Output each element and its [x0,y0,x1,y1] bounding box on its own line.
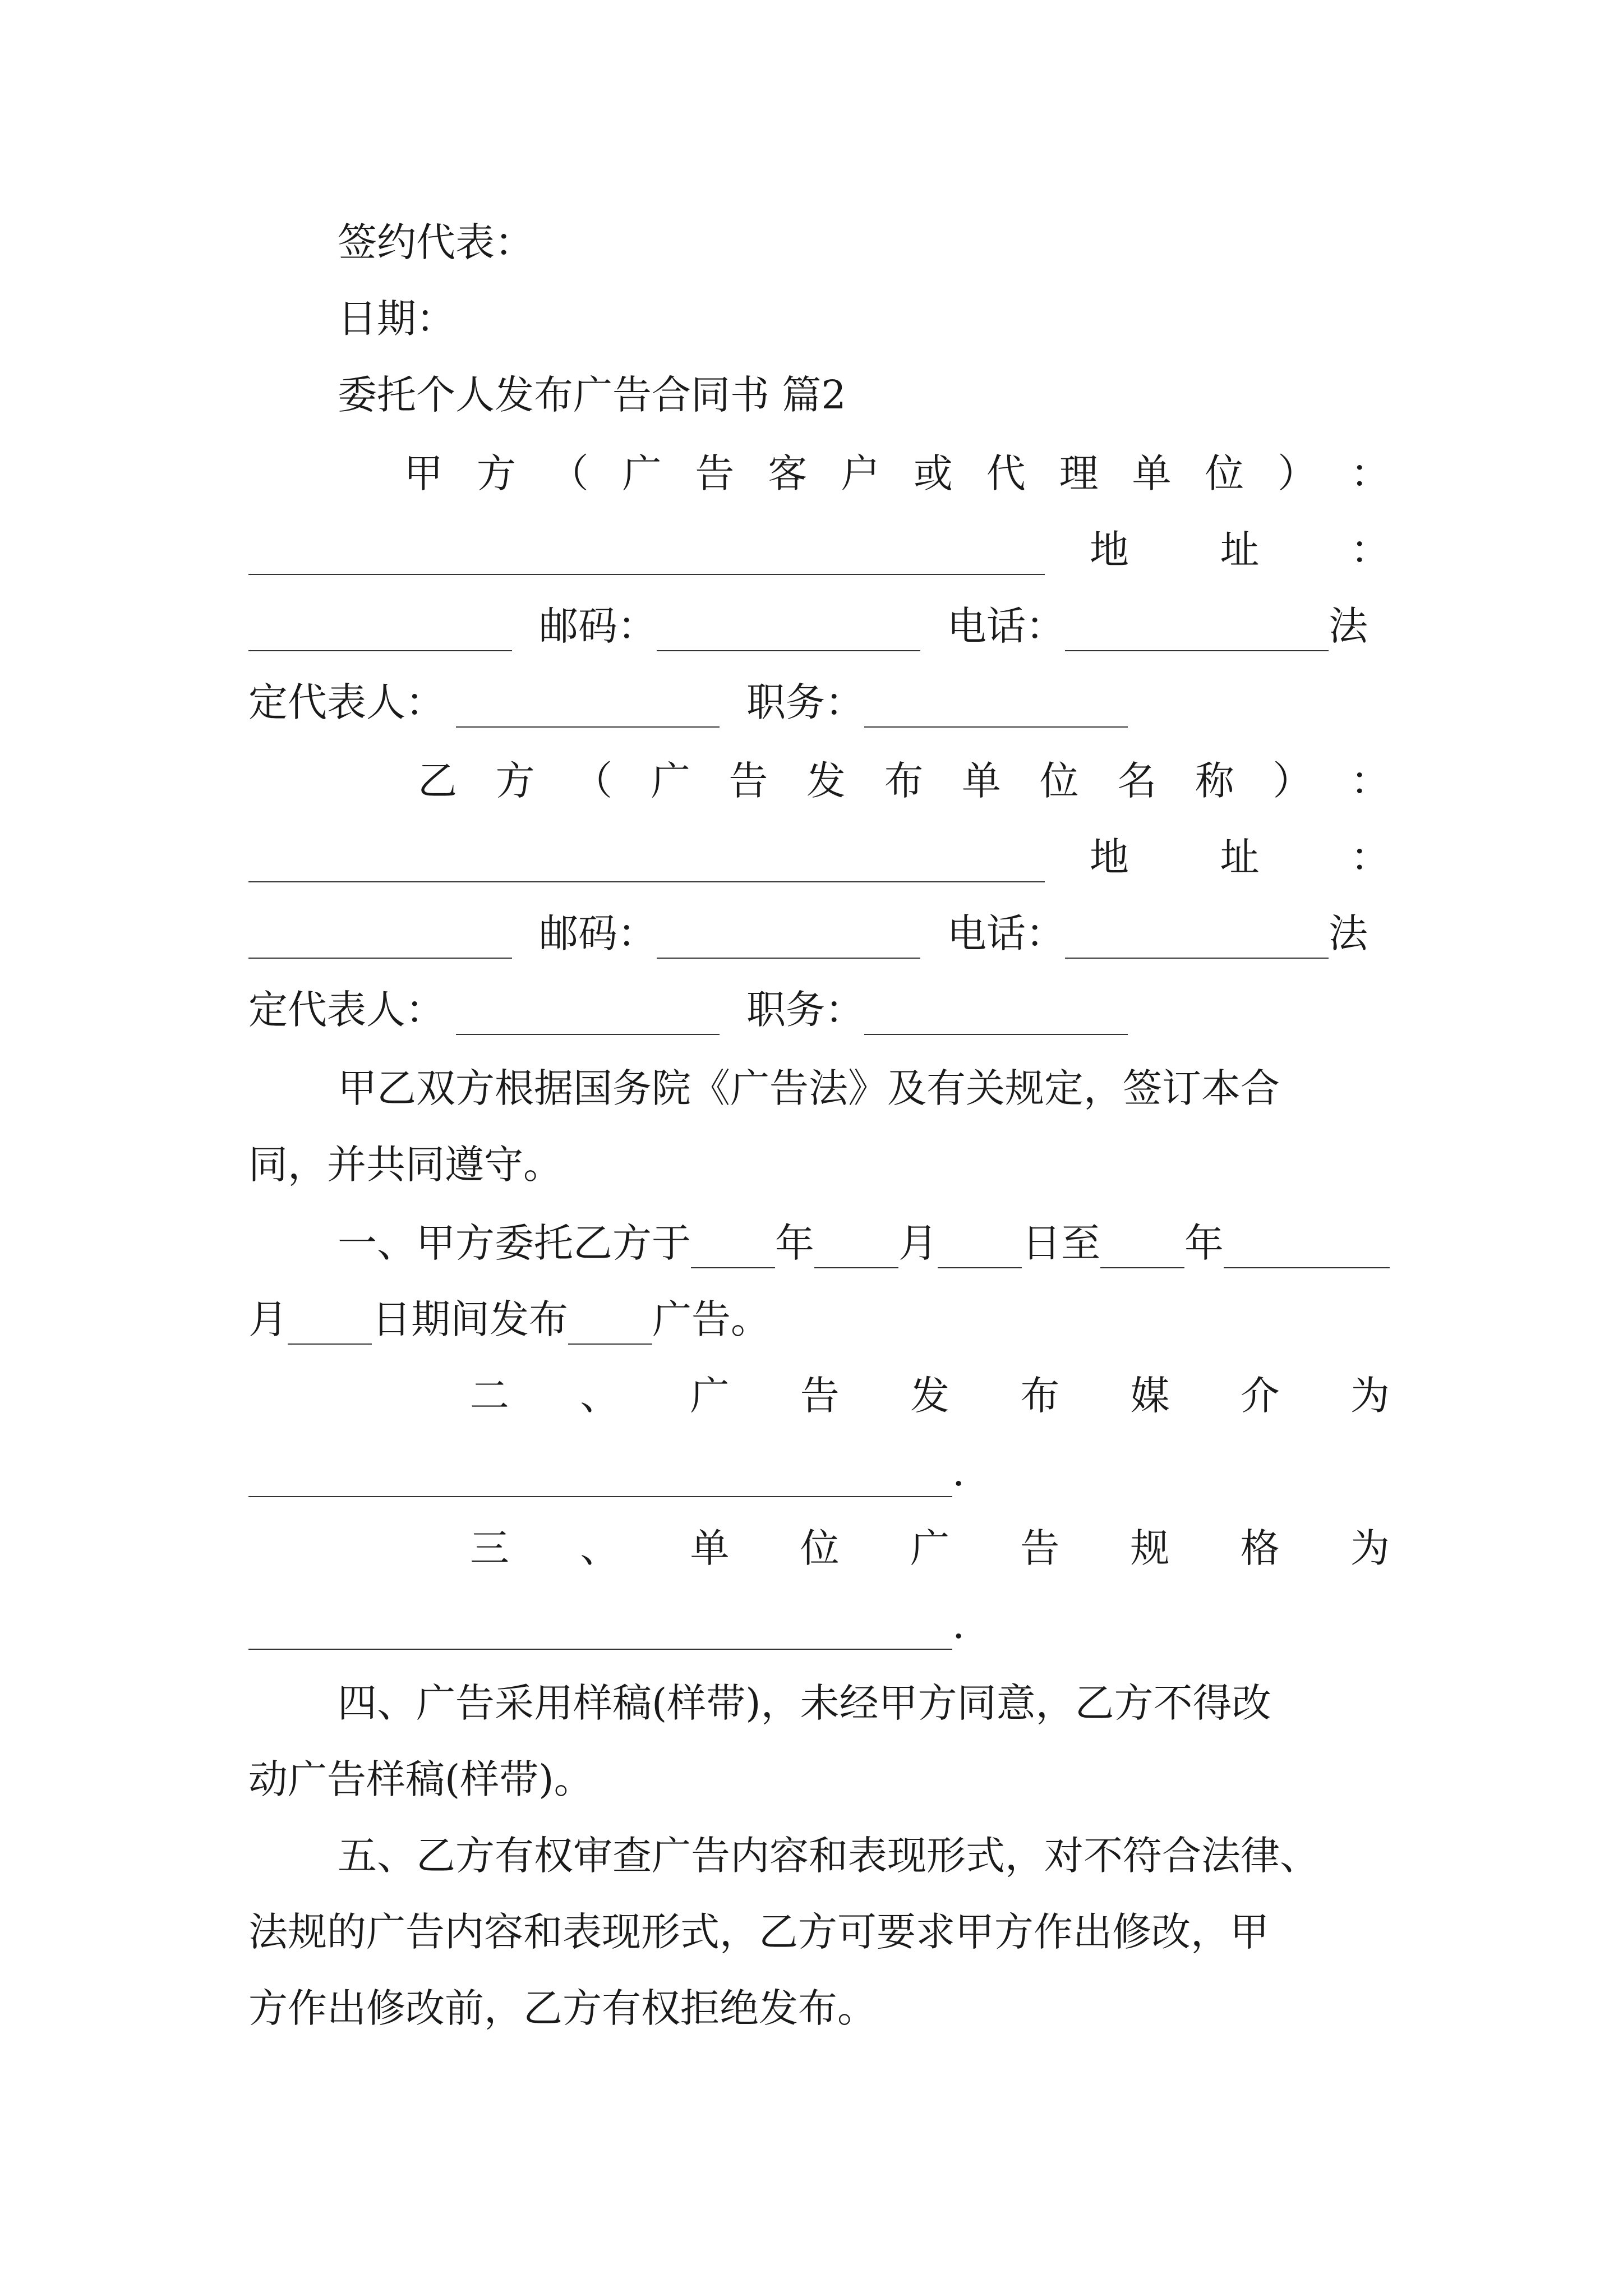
party-b-char: ） [1272,758,1312,804]
clause-3-line-1: 三 、 单 位 广 告 规 格 为 [470,1525,1390,1571]
start-day-blank[interactable] [938,1219,1022,1268]
party-b-char: 方 [495,758,535,804]
party-a-char: 位 [1205,450,1244,496]
party-b-char: 称 [1195,758,1234,804]
party-b-char: ： [1350,758,1390,804]
party-b-char: 布 [884,758,924,804]
clause-4-line-1: 四、广告采用样稿(样带)，未经甲方同意，乙方不得改 [338,1680,1271,1726]
clause-3-line-2: . [248,1586,1390,1663]
zip-label: 邮码： [539,603,657,649]
party-a-zip-phone-line [248,588,1390,665]
address-blank-cont[interactable] [248,909,512,959]
date-line: 日期： [338,296,455,342]
party-b-title [418,743,1390,820]
address-blank[interactable] [248,833,1045,882]
party-b-char: 单 [962,758,1002,804]
signer-line: 签约代表： [338,219,534,265]
zip-blank[interactable] [657,909,920,959]
start-year-blank[interactable] [691,1219,775,1268]
party-a-char: 理 [1059,450,1099,496]
party-b-char: 发 [806,758,846,804]
end-month-blank[interactable] [1224,1219,1390,1268]
phone-blank[interactable] [1065,602,1329,651]
party-b-char: 告 [728,758,768,804]
party-a-char: 户 [841,450,880,496]
section-heading: 委托个人发布广告合同书 篇2 [338,372,846,418]
clause-2-line-1: 二 、 广 告 发 布 媒 介 为 [470,1373,1390,1419]
legal-rep-blank[interactable] [456,678,720,728]
clause-1-line-1: 一、甲方委托乙方于 年 月 日至 年 [338,1205,1390,1282]
party-a-char: 甲 [404,450,443,496]
start-month-blank[interactable] [814,1219,898,1268]
ad-content-blank[interactable] [568,1295,652,1345]
party-b-char: （ [573,758,613,804]
party-a-legal-rep-line [248,664,1390,741]
legal-rep-blank[interactable] [456,986,720,1035]
party-a-char: 广 [622,450,662,496]
party-a-char: 方 [476,450,516,496]
post-blank[interactable] [864,678,1128,728]
party-a-char: 告 [695,450,735,496]
address-blank-cont[interactable] [248,602,512,651]
spec-blank[interactable] [248,1600,952,1650]
intro-line-2: 同，并共同遵守。 [248,1142,562,1188]
clause-4-line-2: 动广告样稿(样带)。 [248,1756,593,1802]
address-label: 地 址 ： [1090,527,1390,573]
end-year-blank[interactable] [1100,1219,1184,1268]
clause-2-line-2: . [248,1434,1390,1511]
zip-blank[interactable] [657,602,920,651]
party-a-char: ： [1350,450,1390,496]
party-b-char: 位 [1039,758,1079,804]
clause-1-text: 一、甲方委托乙方于 [338,1220,691,1266]
legal-rep-label-end: 定代表人： [248,679,445,725]
legal-rep-label-start: 法 [1329,603,1368,649]
zip-label: 邮码： [539,910,657,956]
clause-5-line-2: 法规的广告内容和表现形式，乙方可要求甲方作出修改，甲 [248,1909,1269,1955]
media-blank[interactable] [248,1448,952,1497]
clause-5-line-1: 五、乙方有权审查广告内容和表现形式，对不符合法律、 [338,1833,1319,1879]
phone-label: 电话： [947,603,1065,649]
phone-blank[interactable] [1065,909,1329,959]
party-b-char: 乙 [418,758,457,804]
address-blank[interactable] [248,526,1045,575]
post-label: 职务： [746,987,864,1033]
legal-rep-label-end: 定代表人： [248,987,445,1033]
phone-label: 电话： [947,910,1065,956]
address-label: 地 址 ： [1090,834,1390,880]
party-b-zip-phone-line [248,895,1390,972]
legal-rep-label-start: 法 [1329,910,1368,956]
party-a-char: 客 [768,450,808,496]
party-b-address-line [248,819,1390,896]
party-b-char: 名 [1117,758,1157,804]
party-a-address-line [248,512,1390,588]
clause-5-line-3: 方作出修改前，乙方有权拒绝发布。 [248,1985,877,2031]
party-a-char: ） [1278,450,1317,496]
post-label: 职务： [746,679,864,725]
post-blank[interactable] [864,986,1128,1035]
party-a-char: （ [549,450,589,496]
party-a-char: 单 [1132,450,1172,496]
party-a-char: 或 [913,450,953,496]
party-a-title [404,435,1390,512]
clause-1-line-2: 月 日期间发布 广告。 [248,1281,1390,1358]
party-b-char: 广 [651,758,690,804]
party-b-legal-rep-line [248,972,1390,1048]
end-day-blank[interactable] [288,1295,372,1345]
party-a-char: 代 [986,450,1026,496]
intro-line-1: 甲乙双方根据国务院《广告法》及有关规定，签订本合 [338,1065,1280,1111]
